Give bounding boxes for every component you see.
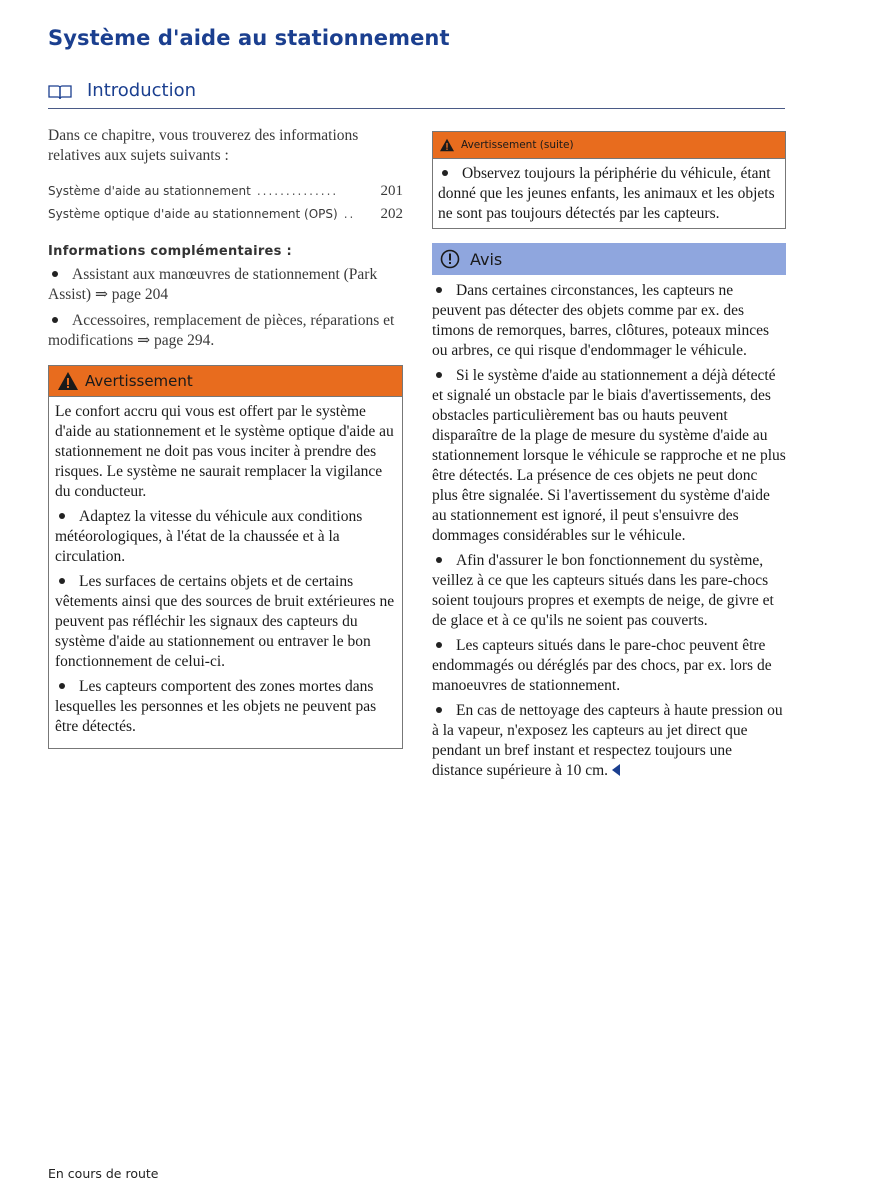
notice-item	[432, 551, 786, 631]
bullet-icon	[52, 317, 58, 323]
warning-header	[49, 366, 402, 397]
notice-header	[432, 243, 786, 275]
section-heading	[48, 80, 785, 109]
bullet-icon	[436, 642, 442, 648]
bullet-icon	[59, 513, 65, 519]
toc-leader: ..............	[256, 184, 339, 198]
bullet-icon	[436, 557, 442, 563]
warning-item	[55, 677, 396, 737]
book-icon	[48, 84, 72, 100]
warning-triangle-icon	[439, 138, 455, 152]
bullet-icon	[59, 683, 65, 689]
notice-item-text: Dans certaines circonstances, les capteurs ne peuvent pas détecter des objets comme par ex. des timons de remorques, barres, clôtures, poteaux minces ou arbres, ce qui risque d'endommager le véhicule.	[432, 282, 770, 359]
exclamation-circle-icon	[440, 249, 460, 269]
warning-item	[55, 572, 396, 672]
bullet-icon	[436, 372, 442, 378]
more-info-heading: Informations complémentaires :	[48, 244, 293, 259]
page-footer: En cours de route	[48, 1166, 159, 1181]
notice-label: Avis	[470, 249, 503, 269]
warning-item-text: Observez toujours la périphérie du véhicule, étant donné que les jeunes enfants, les animaux et les objets ne sont pas toujours détectés par les capteurs.	[438, 165, 775, 222]
warning-continued-body	[433, 159, 785, 228]
bullet-icon	[52, 271, 58, 277]
more-info-text: Assistant aux manœuvres de stationnement (Park Assist) ⇒ page 204	[48, 266, 378, 303]
warning-body	[49, 397, 402, 748]
notice-item	[432, 701, 786, 781]
notice-body	[432, 275, 786, 781]
section-end-icon	[612, 764, 620, 776]
toc-page: 201	[380, 183, 403, 199]
warning-continued-label: Avertissement (suite)	[461, 139, 574, 151]
warning-box	[48, 365, 403, 749]
toc-row[interactable]	[48, 180, 403, 203]
notice-item	[432, 366, 786, 546]
warning-label: Avertissement	[85, 372, 193, 390]
left-column	[48, 126, 403, 749]
toc-label: Système d'aide au stationnement	[48, 184, 251, 198]
page-title: Système d'aide au stationnement	[48, 26, 450, 50]
bullet-icon	[442, 170, 448, 176]
notice-item	[432, 636, 786, 696]
toc-page: 202	[380, 206, 403, 222]
more-info-item	[48, 311, 403, 351]
warning-item	[438, 164, 780, 224]
toc-leader: ..	[343, 207, 356, 221]
notice-item-text: Afin d'assurer le bon fonctionnement du système, veillez à ce que les capteurs situés dans les pare-chocs soient toujours propres et exempts de neige, de givre et de glace et à ce qu'ils ne soient pas couverts.	[432, 552, 774, 629]
more-info-item	[48, 265, 403, 305]
warning-triangle-icon	[57, 371, 79, 391]
warning-continued-header	[433, 132, 785, 159]
bullet-icon	[436, 707, 442, 713]
notice-item-text: Les capteurs situés dans le pare-choc peuvent être endommagés ou déréglés par des chocs, par ex. lors de manoeuvres de stationnement.	[432, 637, 772, 694]
section-title: Introduction	[87, 80, 197, 101]
more-info-text: Accessoires, remplacement de pièces, réparations et modifications ⇒ page 294.	[48, 312, 395, 349]
warning-item-text: Adaptez la vitesse du véhicule aux conditions météorologiques, à l'état de la chaussée et à la circulation.	[55, 508, 363, 565]
table-of-contents	[48, 180, 403, 226]
intro-text: Dans ce chapitre, vous trouverez des informations relatives aux sujets suivants :	[48, 127, 359, 164]
notice-item-text: En cas de nettoyage des capteurs à haute pression ou à la vapeur, n'exposez les capteurs au jet direct que pendant un bref instant et respectez toujours une distance supérieure à 10 cm.	[432, 702, 783, 779]
notice-item	[432, 281, 786, 361]
toc-row[interactable]	[48, 203, 403, 226]
right-column	[432, 131, 786, 786]
warning-item-text: Les surfaces de certains objets et de certains vêtements ainsi que des sources de bruit extérieures ne peuvent pas réfléchir les signaux des capteurs du système d'aide au stationnement ou entraver le bon fonctionnement de celui-ci.	[55, 573, 395, 670]
notice-item-text: Si le système d'aide au stationnement a déjà détecté et signalé un obstacle par le biais d'avertissements, des obstacles particulièrement bas ou hauts peuvent disparaître de la plage de mesure du système d'aide au stationnement lorsque le véhicule se rapproche et ne plus être détectés. La présence de ces objets ne peut donc plus être signalée. Si l'avertissement du système d'aide au stationnement est ignoré, il peut s'ensuivre des dommages considérables sur le véhicule.	[432, 367, 786, 544]
bullet-icon	[436, 287, 442, 293]
warning-intro: Le confort accru qui vous est offert par le système d'aide au stationnement et le système optique d'aide au stationnement ne doit pas vous inciter à prendre des risques. Le système ne saurait remplacer la vigilance du conducteur.	[55, 403, 394, 500]
warning-item	[55, 507, 396, 567]
toc-label: Système optique d'aide au stationnement (OPS)	[48, 207, 338, 221]
bullet-icon	[59, 578, 65, 584]
warning-continued-box	[432, 131, 786, 229]
warning-item-text: Les capteurs comportent des zones mortes dans lesquelles les personnes et les objets ne peuvent pas être détectés.	[55, 678, 377, 735]
